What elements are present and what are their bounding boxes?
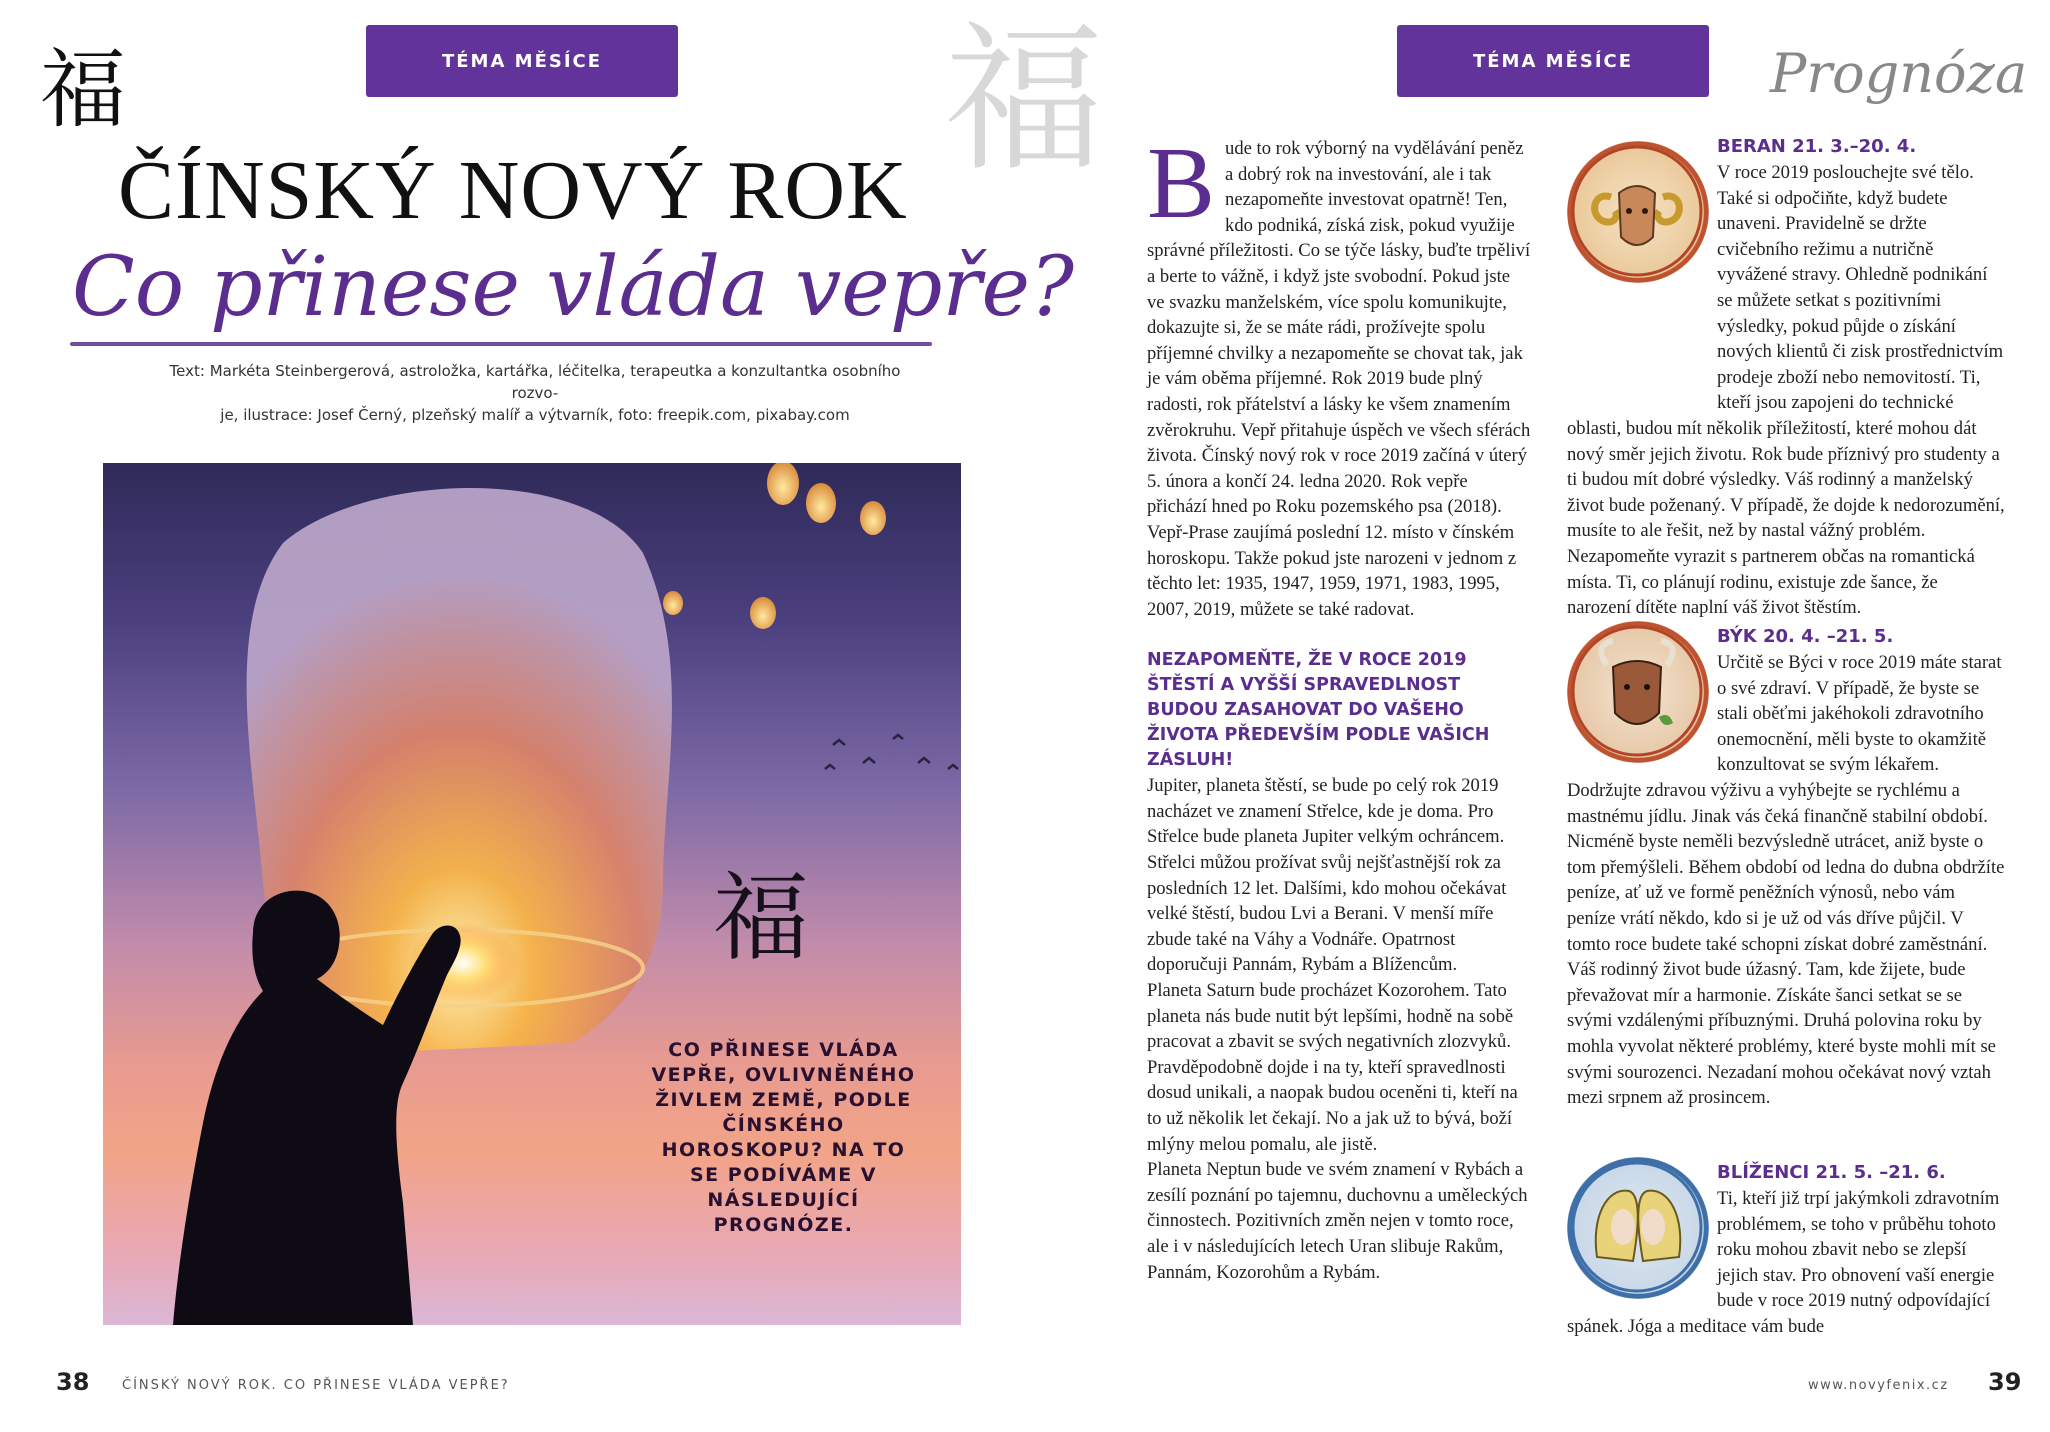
intro-paragraph [1147, 127, 1532, 622]
photo-fu-character-icon: 福 [713, 862, 809, 974]
article-column-1 [1147, 127, 1532, 1285]
fu-watermark-icon: 福 [944, 6, 1105, 193]
page-number-right: 39 [1988, 1368, 2022, 1396]
sign-taurus-text: Určitě se Býci v roce 2019 máte starat o své zdraví. V případě, že byste se stali oběťmi jakéhokoli zdravotního onemocnění, měli byste to okamžitě konzultovat se svým lékařem. Dodržujte zdravou výživu a vyhýbejte se rychlému a mastnému jídlu. Jinak vás čeká finančně stabilní období. Nicméně byste neměli bezvýsledně utrácet, aniž byste o tom přemýšleli. Během období od ledna do dubna obdržíte peníze, ať už ve formě peněžních výnosů, nebo vám peníze vrátí někdo, kdo si je už od vás dříve půjčil. V tomto roce budete také schopni získat dobré zaměstnání. Váš rodinný život bude úžasný. Tam, kde žijete, bude převažovat mír a harmonie. Získáte šanci setkat se se svými vzdálenými příbuznými. Druhá polovina roku by mohla vyvolat některé problémy, které byste mohli mít se svými sourozenci. Nezadaní mohou očekávat nový vztah mezi srpnem až prosincem. [1567, 652, 2005, 1109]
subtitle-underline [70, 342, 932, 346]
prognosis-label: Prognóza [1770, 42, 2028, 105]
column-subheading: NEZAPOMEŇTE, ŽE V ROCE 2019 ŠTĚSTÍ A VYŠŠÍ SPRAVEDLNOST BUDOU ZASAHOVAT DO VAŠEHO ŽIVOTA PŘEDEVŠÍM PODLE VAŠICH ZÁSLUH! [1147, 650, 1490, 771]
article-title: ČÍNSKÝ NOVÝ ROK [118, 144, 908, 237]
sign-taurus [1567, 624, 2005, 1111]
body-paragraph-saturn: Planeta Saturn bude procházet Kozorohem. Tato planeta nás bude nutit být lepšími, hodně na sobě pracovat a zbavit se svých negativních zlozvyků. Pravděpodobně dojde i na ty, kteří spravedlnosti dosud unikali, a naopak budou oceněni ti, kteří na to už několik let čekají. No a jak už to bývá, boží mlýny melou pomalu, ale jistě. [1147, 980, 1518, 1155]
fu-character-icon: 福 [40, 40, 126, 140]
section-band-right-label: TÉMA MĚSÍCE [1472, 50, 1634, 72]
sign-aries-text: V roce 2019 poslouchejte své tělo. Také si odpočiňte, když budete unaveni. Pravidelně se držte cvičebního režimu a nutričně vyvážené stravy. Ohledně podnikání se můžete setkat s pozitivními výsledky, pokud půjde o získání nových klientů či zisk prostřednictvím prodeje zboží nebo nemovitostí. Ti, kteří jsou zapojeni do technické oblasti, budou mít několik příležitostí, které mohou dát nový směr jejich životu. Rok bude příznivý pro studenty a ti budou mít dobré výsledky. Váš rodinný a manželský život bude poženaný. V případě, že dojde k nedorozumění, musíte to ale řešit, než by nastal vážný problém. Nezapomeňte vyrazit s partnerem občas na romantická místa. Ti, co plánují rodinu, existuje zde šance, že narození dítěte naplní váš život štěstím. [1567, 162, 2005, 619]
body-paragraph-neptune: Planeta Neptun bude ve svém znamení v Rybách a zesílí poznání po tajemnu, duchovnu a uměleckých činnostech. Pozitivních změn nejen v tomto roce, ale i v následujících letech Uran slibuje Rakům, Pannám, Kozorohům a Rybám. [1147, 1159, 1528, 1283]
footer-url: www.novyfenix.cz [1808, 1378, 1949, 1393]
distant-lantern [663, 591, 683, 615]
sign-taurus-heading: BÝK 20. 4. –21. 5. [1717, 626, 1894, 647]
section-band-left-label: TÉMA MĚSÍCE [441, 50, 603, 72]
distant-lantern [767, 463, 799, 505]
birds [825, 735, 958, 769]
sign-gemini [1567, 1160, 2005, 1340]
distant-lantern [860, 501, 886, 535]
photo-caption: CO PŘINESE VLÁDA VEPŘE, OVLIVNĚNÉHO ŽIVLEM ZEMĚ, PODLE ČÍNSKÉHO HOROSKOPU? NA TO SE PODÍVÁME V NÁSLEDUJÍCÍ PROGNÓZE. [651, 1039, 916, 1236]
sign-gemini-heading: BLÍŽENCI 21. 5. –21. 6. [1717, 1162, 1946, 1183]
intro-text: ude to rok výborný na vydělávání peněz a dobrý rok na investování, ale i tak nezapomeňte investovat opatrně! Ten, kdo podniká, získá zisk, pokud využije správné příležitosti. Co se týče lásky, buďte trpěliví a berte to vážně, i když jste svobodní. Pokud jste ve svazku manželském, více spolu komunikujte, dokazujte si, že se máte rádi, prožívejte spolu příjemné chvilky a nezapomeňte se chovat tak, jak je vám oběma příjemné. Rok 2019 bude plný radosti, rok přátelství a lásky ke všem znamením zvěrokruhu. Vepř přitahuje úspěch ve všech sférách života. Čínský nový rok v roce 2019 začíná v úterý 5. února a končí 24. ledna 2020. Rok vepře přichází hned po Roku pozemského psa (2018). Vepř-Prase zaujímá poslední 12. místo v čínském horoskopu. Takže pokud jste narozeni v jednom z těchto let: 1935, 1947, 1959, 1971, 1983, 1995, 2007, 2019, můžete se také radovat. [1147, 138, 1531, 620]
section-band-left [366, 25, 678, 97]
distant-lantern [806, 483, 836, 523]
drop-cap: B [1147, 127, 1216, 240]
sign-aries-heading: BERAN 21. 3.–20. 4. [1717, 136, 1917, 157]
section-band-right [1397, 25, 1709, 97]
article-subtitle: Co přinese vláda vepře? [72, 240, 1075, 335]
sign-aries [1567, 134, 2005, 621]
body-paragraph-jupiter: Jupiter, planeta štěstí, se bude po celý rok 2019 nacházet ve znamení Střelce, kde je doma. Pro Střelce bude planeta Jupiter velkým ochráncem. Střelci můžou prožívat svůj nejšťastnější rok za posledních 12 let. Dalšími, kdo mohou očekávat velké štěstí, budou Lvi a Berani. V menší míře zbude také na Váhy a Vodnáře. Opatrnost doporučuji Pannám, Rybám a Blížencům. [1147, 775, 1507, 976]
credit-line-1: Text: Markéta Steinbergerová, astroložka, kartářka, léčitelka, terapeutka a konzultantka osobního rozvo- [169, 362, 901, 402]
footer-text-left: ČÍNSKÝ NOVÝ ROK. CO PŘINESE VLÁDA VEPŘE? [122, 1378, 510, 1393]
page-number-left: 38 [56, 1368, 90, 1396]
distant-lantern [750, 597, 776, 629]
credit-line-2: je, ilustrace: Josef Černý, plzeňský malíř a výtvarník, foto: freepik.com, pixabay.com [220, 406, 850, 424]
sign-gemini-text: Ti, kteří již trpí jakýmkoli zdravotním problémem, se toho v průběhu tohoto roku mohou zbavit nebo se zlepší jejich stav. Pro obnovení vaší energie bude v roce 2019 nutný odpovídající spánek. Jóga a meditace vám bude [1567, 1188, 2000, 1337]
lantern-photo [103, 463, 961, 1325]
article-credit [150, 360, 920, 426]
